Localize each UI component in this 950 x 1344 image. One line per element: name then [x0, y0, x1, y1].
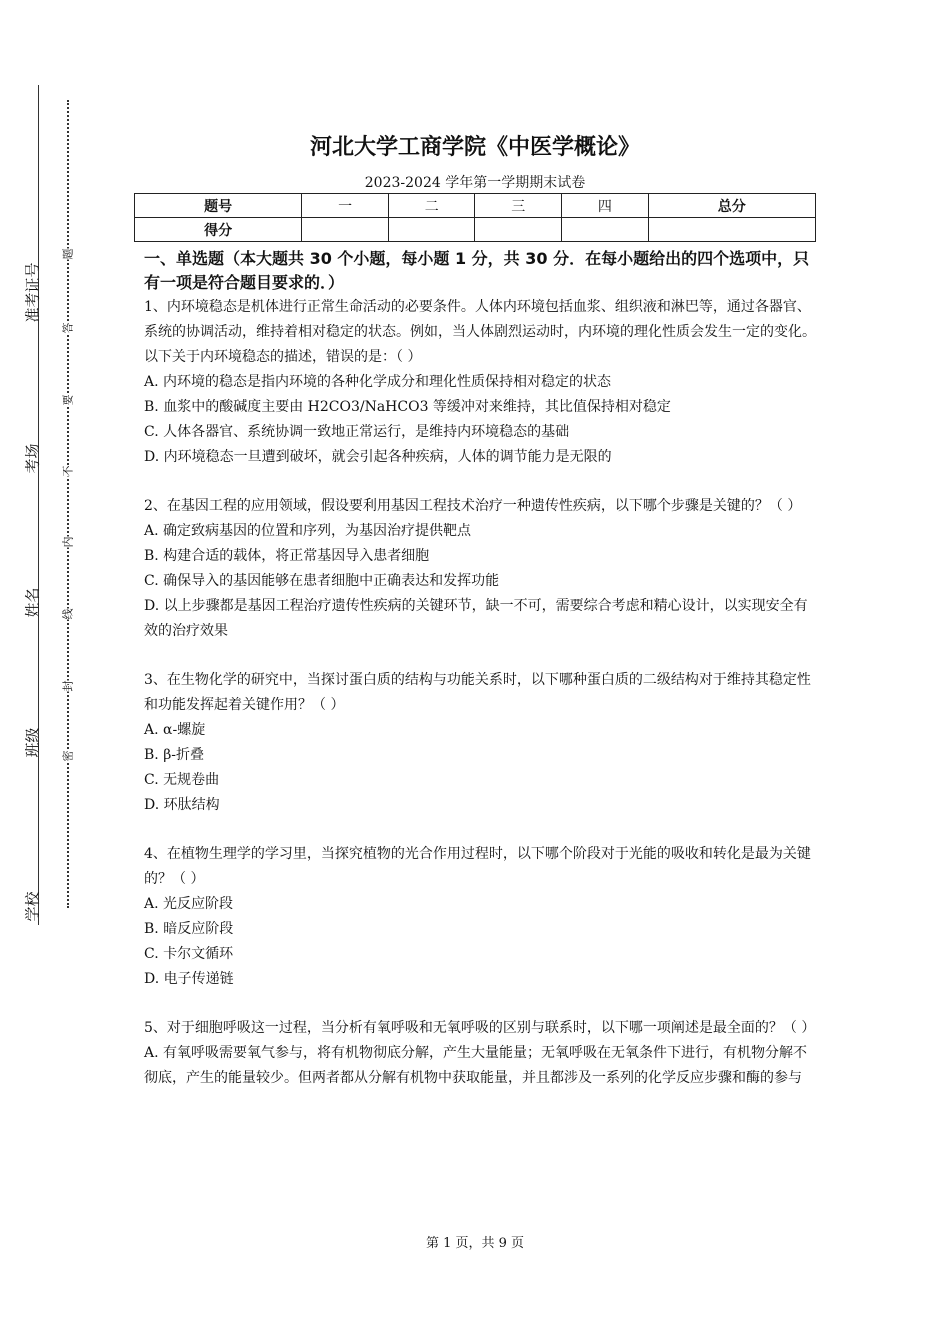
- seal-char: 要: [58, 395, 78, 406]
- question-stem: 2、在基因工程的应用领域，假设要利用基因工程技术治疗一种遗传性疾病，以下哪个步骤是关键的？（ ）: [144, 498, 802, 514]
- score-table: [134, 193, 816, 242]
- option-b: B. 构建合适的载体，将正常基因导入患者细胞: [144, 548, 430, 564]
- question-stem: 1、内环境稳态是机体进行正常生命活动的必要条件。人体内环境包括血浆、组织液和淋巴等，通过各器官、系统的协调活动，维持着相对稳定的状态。例如，当人体剧烈运动时，内环境的理化性质会发生一定的变化。以下关于内环境稳态的描述，错误的是：（ ）: [144, 299, 816, 365]
- seal-char: 不: [58, 466, 78, 477]
- option-c: C. 确保导入的基因能够在患者细胞中正确表达和发挥功能: [144, 573, 500, 589]
- seal-char: 答: [58, 323, 78, 334]
- score-cell: [302, 218, 389, 242]
- score-cell: [475, 218, 562, 242]
- section-heading: 一、单选题（本大题共 30 个小题，每小题 1 分，共 30 分．在每小题给出的四个选项中，只有一项是符合题目要求的．）: [144, 249, 810, 292]
- option-b: B. 血浆中的酸碱度主要由 H2CO3/NaHCO3 等缓冲对来维持，其比值保持相对稳定: [144, 399, 671, 415]
- exam-id-label: 准考证号: [23, 262, 42, 323]
- question-stem: 3、在生物化学的研究中，当探讨蛋白质的结构与功能关系时，以下哪种蛋白质的二级结构对于维持其稳定性和功能发挥起着关键作用？（ ）: [144, 672, 811, 713]
- option-d: D. 电子传递链: [144, 971, 234, 987]
- seal-char: 题: [58, 249, 78, 260]
- school-label: 学校: [23, 891, 42, 922]
- question-2: [144, 494, 816, 644]
- question-4: [144, 842, 816, 992]
- questions: [144, 295, 816, 1091]
- option-d: D. 环肽结构: [144, 797, 220, 813]
- question-stem: 4、在植物生理学的学习里，当探究植物的光合作用过程时，以下哪个阶段对于光能的吸收和转化是最为关键的？（ ）: [144, 846, 811, 887]
- exam-subtitle: 2023-2024 学年第一学期期末试卷: [364, 175, 586, 191]
- score-cell: [562, 218, 649, 242]
- score-header-cell: 题号: [135, 194, 302, 218]
- option-d: D. 以上步骤都是基因工程治疗遗传性疾病的关键环节，缺一不可，需要综合考虑和精心设计，以实现安全有效的治疗效果: [144, 598, 808, 639]
- option-a: A. 光反应阶段: [144, 896, 234, 912]
- score-header-cell: 二: [388, 194, 475, 218]
- seal-char: 封: [58, 681, 78, 692]
- option-a: A. 内环境的稳态是指内环境的各种化学成分和理化性质保持相对稳定的状态: [144, 374, 612, 390]
- question-3: [144, 668, 816, 818]
- score-header-cell: 一: [302, 194, 389, 218]
- seal-char: 线: [58, 609, 78, 620]
- option-b: B. β-折叠: [144, 747, 205, 763]
- option-c: C. 人体各器官、系统协调一致地正常运行，是维持内环境稳态的基础: [144, 424, 570, 440]
- exam-room-label: 考场: [23, 443, 42, 474]
- seal-dotted-line: [67, 100, 69, 908]
- score-row-label: 得分: [135, 218, 302, 242]
- question-1: [144, 295, 816, 470]
- name-label: 姓名: [23, 587, 42, 618]
- score-header-cell: 总分: [648, 194, 815, 218]
- page-title: 河北大学工商学院《中医学概论》: [309, 135, 640, 160]
- class-label: 班级: [23, 727, 42, 758]
- score-header-cell: 三: [475, 194, 562, 218]
- score-table-header-row: [135, 194, 816, 218]
- page-footer: 第 1 页，共 9 页: [425, 1236, 525, 1251]
- option-a: A. 有氧呼吸需要氧气参与，将有机物彻底分解，产生大量能量；无氧呼吸在无氧条件下进行，有机物分解不彻底，产生的能量较少。但两者都从分解有机物中获取能量，并且都涉及一系列的化学反应步骤和酶的参与: [144, 1045, 808, 1086]
- option-b: B. 暗反应阶段: [144, 921, 234, 937]
- question-stem: 5、对于细胞呼吸这一过程，当分析有氧呼吸和无氧呼吸的区别与联系时，以下哪一项阐述是最全面的？（ ）: [144, 1020, 816, 1036]
- option-c: C. 无规卷曲: [144, 772, 220, 788]
- seal-char: 内: [58, 537, 78, 548]
- question-5: [144, 1016, 816, 1091]
- option-a: A. α-螺旋: [144, 722, 206, 738]
- score-header-cell: 四: [562, 194, 649, 218]
- option-d: D. 内环境稳态一旦遭到破坏，就会引起各种疾病，人体的调节能力是无限的: [144, 449, 612, 465]
- score-cell: [648, 218, 815, 242]
- option-c: C. 卡尔文循环: [144, 946, 234, 962]
- binding-line: [38, 85, 39, 925]
- option-a: A. 确定致病基因的位置和序列，为基因治疗提供靶点: [144, 523, 472, 539]
- score-cell: [388, 218, 475, 242]
- score-table-score-row: [135, 218, 816, 242]
- seal-char: 密: [58, 751, 78, 762]
